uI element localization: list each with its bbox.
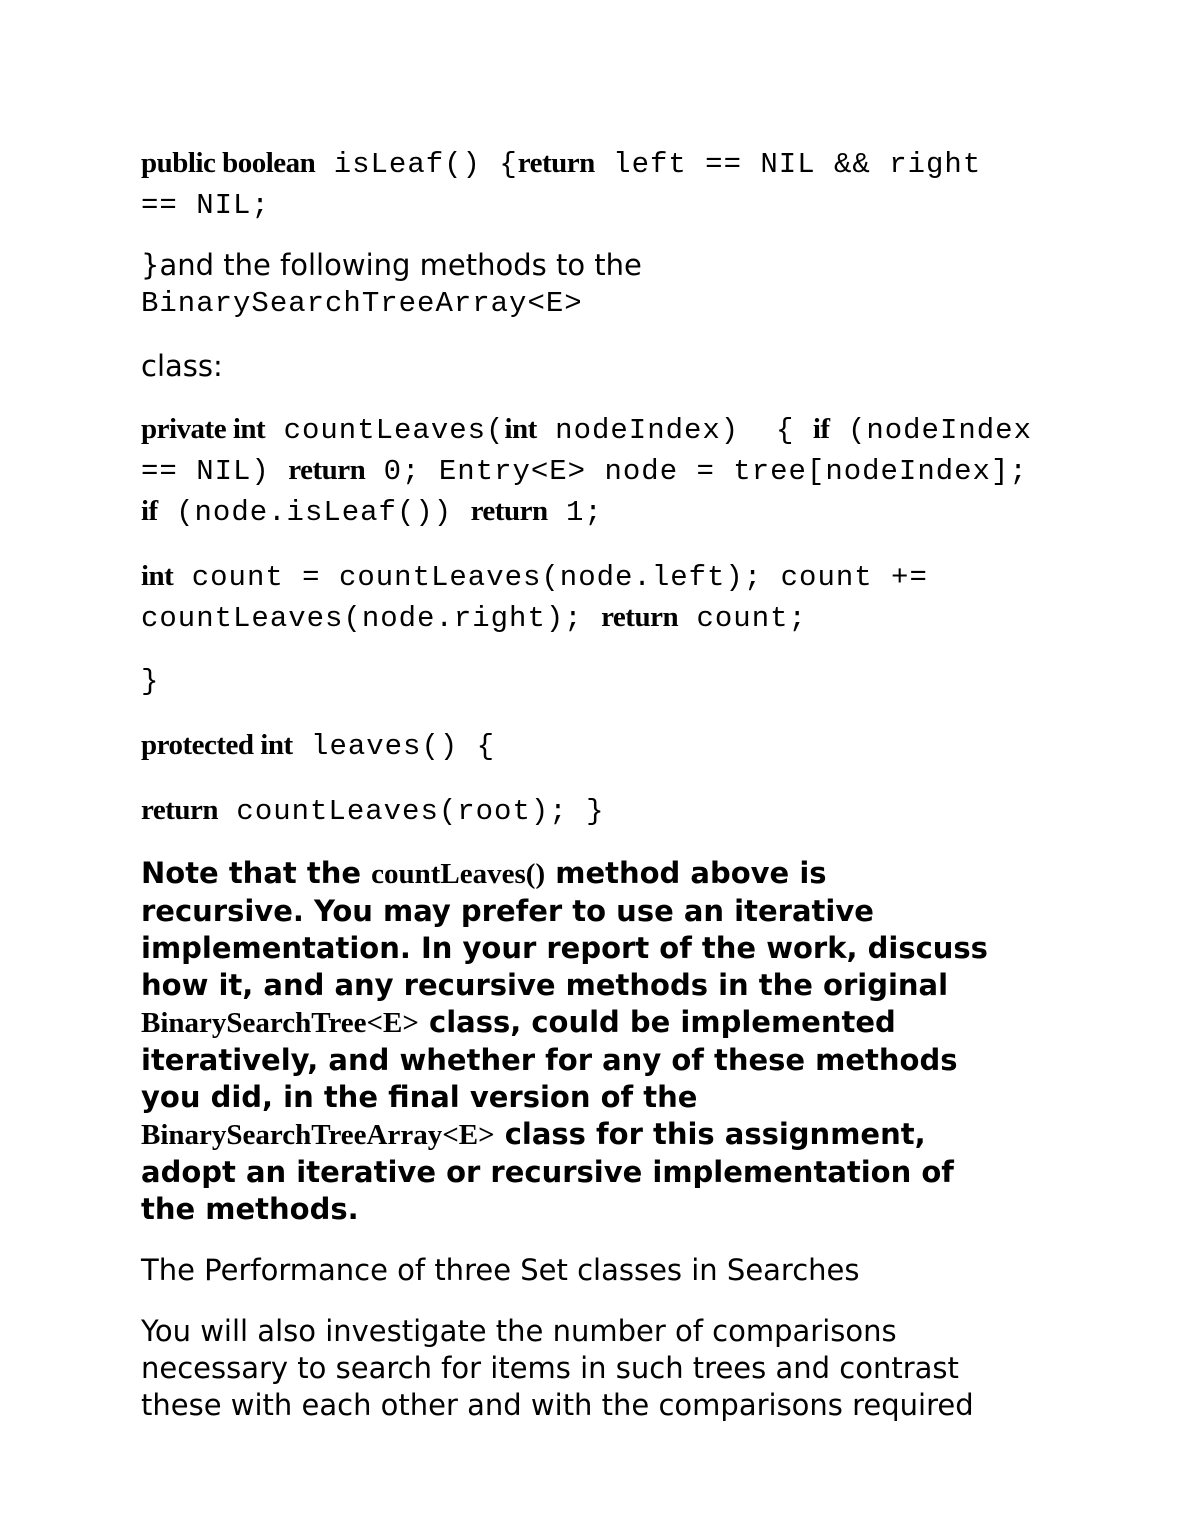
note-text: you did, in the final version of the xyxy=(141,1080,698,1114)
code-text: == NIL; xyxy=(141,189,270,222)
text-intro-methods xyxy=(141,247,1061,322)
code-text: left == NIL && right xyxy=(594,148,982,181)
keyword: if xyxy=(141,495,158,527)
note-text: class, could be implemented xyxy=(418,1005,896,1039)
section-heading xyxy=(141,1252,1061,1289)
code-text: 1; xyxy=(547,496,603,529)
keyword: return xyxy=(288,454,366,486)
code-countleaves xyxy=(141,409,1061,532)
keyword: int xyxy=(141,560,174,592)
note-text: the methods. xyxy=(141,1192,359,1226)
keyword: return xyxy=(517,147,595,179)
code-text: nodeIndex) { xyxy=(536,414,813,447)
code-text: (node.isLeaf()) xyxy=(157,496,471,529)
code-count xyxy=(141,556,1061,638)
note-text: adopt an iterative or recursive implementation of xyxy=(141,1155,954,1189)
keyword: private int xyxy=(141,413,266,445)
keyword: return xyxy=(601,601,679,633)
keyword: public boolean xyxy=(141,147,316,179)
note-text: recursive. You may prefer to use an iterative xyxy=(141,894,874,928)
note-paragraph xyxy=(141,855,1061,1228)
code-text: count; xyxy=(678,602,807,635)
note-text: how it, and any recursive methods in the original xyxy=(141,968,949,1002)
body-text: these with each other and with the comparisons required xyxy=(141,1388,974,1422)
code-text: } xyxy=(141,665,160,698)
keyword: int xyxy=(504,413,537,445)
code-text: isLeaf() { xyxy=(315,148,518,181)
code-return-leaves xyxy=(141,790,1061,831)
keyword: if xyxy=(812,413,830,445)
text-class xyxy=(141,348,1061,385)
note-text: Note that the xyxy=(141,856,372,890)
body-text: You will also investigate the number of comparisons xyxy=(141,1314,897,1348)
note-text: implementation. In your report of the work, discuss xyxy=(141,931,988,965)
code-text: 0; Entry<E> node = tree[nodeIndex]; xyxy=(365,455,1028,488)
keyword: return xyxy=(141,794,219,826)
note-text: iteratively, and whether for any of these methods xyxy=(141,1043,958,1077)
document-page xyxy=(141,143,1061,1424)
class-name: BinarySearchTreeArray<E> xyxy=(141,287,583,320)
code-text: countLeaves(node.right); xyxy=(141,602,602,635)
code-text: countLeaves(root); } xyxy=(218,795,605,828)
code-text: == NIL) xyxy=(141,455,289,488)
body-text: class: xyxy=(141,349,223,383)
code-text: countLeaves( xyxy=(265,414,505,447)
method-name: countLeaves() xyxy=(371,858,546,890)
code-close-brace xyxy=(141,660,1061,701)
code-text: (nodeIndex xyxy=(829,414,1032,447)
note-text: class for this assignment, xyxy=(494,1117,926,1151)
keyword: protected int xyxy=(141,729,293,761)
code-isleaf xyxy=(141,143,1061,225)
code-text: count = countLeaves(node.left); count += xyxy=(173,561,928,594)
note-text: method above is xyxy=(545,856,827,890)
keyword: return xyxy=(470,495,548,527)
class-name: BinarySearchTree<E> xyxy=(141,1007,419,1039)
heading-text: The Performance of three Set classes in Searches xyxy=(141,1253,860,1287)
code-text: leaves() { xyxy=(292,730,496,763)
body-text: necessary to search for items in such trees and contrast xyxy=(141,1351,959,1385)
code-leaves xyxy=(141,725,1061,766)
body-text: }and the following methods to the xyxy=(141,248,642,282)
class-name: BinarySearchTreeArray<E> xyxy=(141,1119,495,1151)
body-paragraph xyxy=(141,1313,1061,1424)
